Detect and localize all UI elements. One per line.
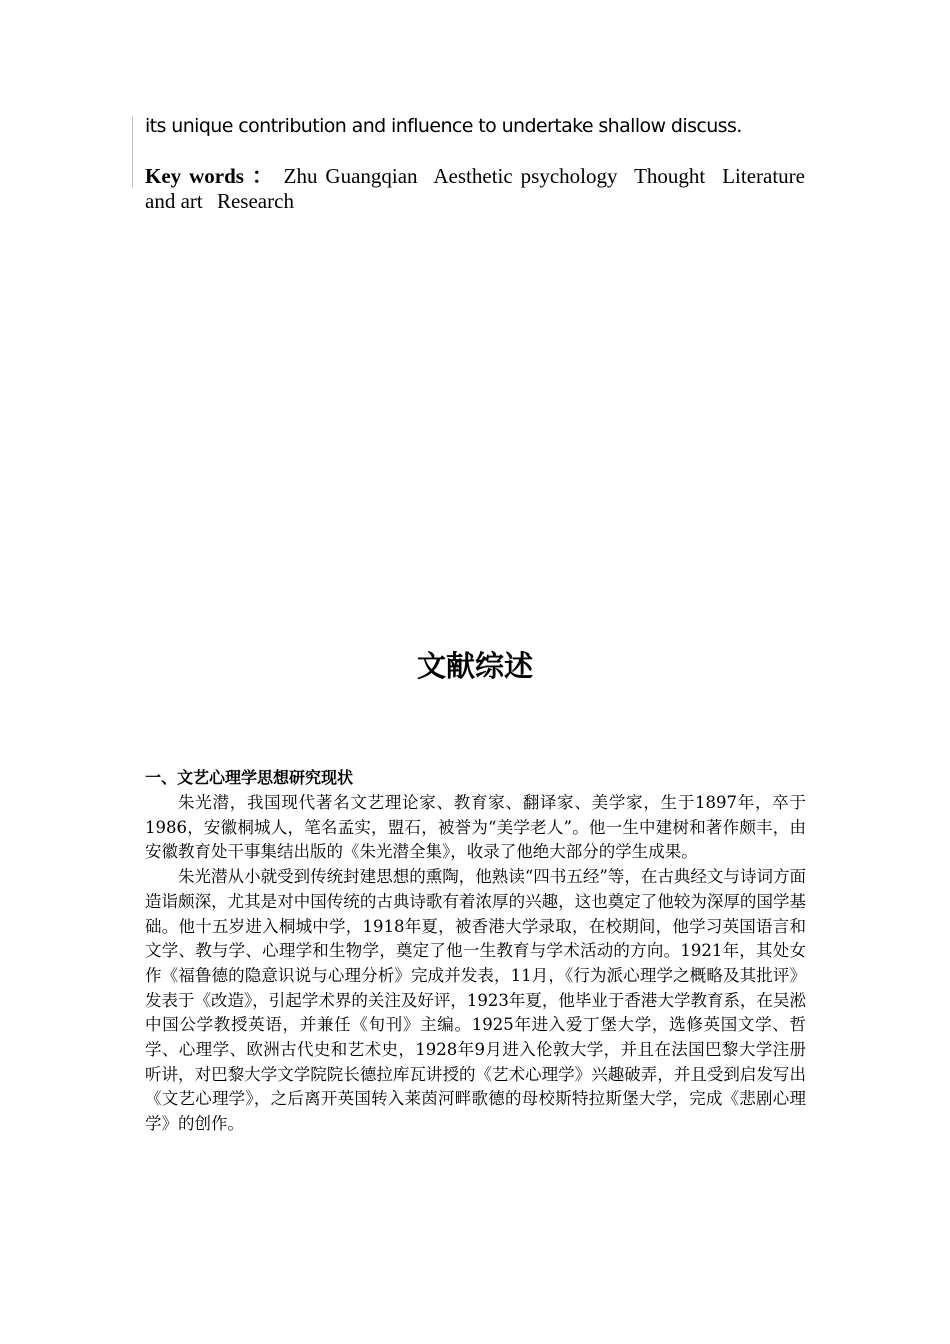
keyword-item: Research	[216, 189, 294, 213]
margin-bar	[132, 116, 133, 188]
body-paragraph: 朱光潜从小就受到传统封建思想的熏陶，他熟读“四书五经”等，在古典经文与诗词方面造诣颇深，尤其是对中国传统的古典诗歌有着浓厚的兴趣，这也奠定了他较为深厚的国学基础。他十五岁进入桐城中学，1918年夏，被香港大学录取，在校期间，他学习英国语言和文学、教与学、心理学和生物学，奠定了他一生教育与学术活动的方向。1921年，其处女作《福鲁德的隐意识说与心理分析》完成并发表，11月，《行为派心理学之概略及其批评》发表于《改造》，引起学术界的关注及好评，1923年夏，他毕业于香港大学教育系，在吴淞中国公学教授英语，并兼任《旬刊》主编。1925年进入爱丁堡大学，选修英国文学、哲学、心理学、欧洲古代史和艺术史，1928年9月进入伦敦大学，并且在法国巴黎大学注册听讲，对巴黎大学文学院院长德拉库瓦讲授的《艺术心理学》兴趣破弄，并且受到启发写出《文艺心理学》，之后离开英国转入莱茵河畔歌德的母校斯特拉斯堡大学，完成《悲剧心理学》的创作。	[145, 867, 806, 1134]
keywords-label: Key words ：	[145, 164, 276, 188]
keyword-item: Literature and art	[145, 164, 805, 213]
section-heading: 一、文艺心理学思想研究现状	[145, 768, 354, 787]
keyword-item: Aesthetic psychology	[433, 164, 618, 188]
literature-review-title: 文献综述	[416, 649, 533, 683]
keyword-item: Thought	[634, 164, 706, 188]
body-paragraph: 朱光潜，我国现代著名文艺理论家、教育家、翻译家、美学家，生于1897年，卒于1986，安徽桐城人，笔名孟实，盟石，被誉为“美学老人”。他一生中建树和著作颇丰，由安徽教育处干事集结出版的《朱光潜全集》，收录了他绝大部分的学生成果。	[145, 793, 806, 862]
keywords-line	[145, 164, 805, 214]
abstract-tail-text: its unique contribution and influence to undertake shallow discuss.	[145, 115, 742, 137]
section-body	[145, 791, 806, 1137]
keyword-item: Zhu Guangqian	[283, 164, 418, 188]
